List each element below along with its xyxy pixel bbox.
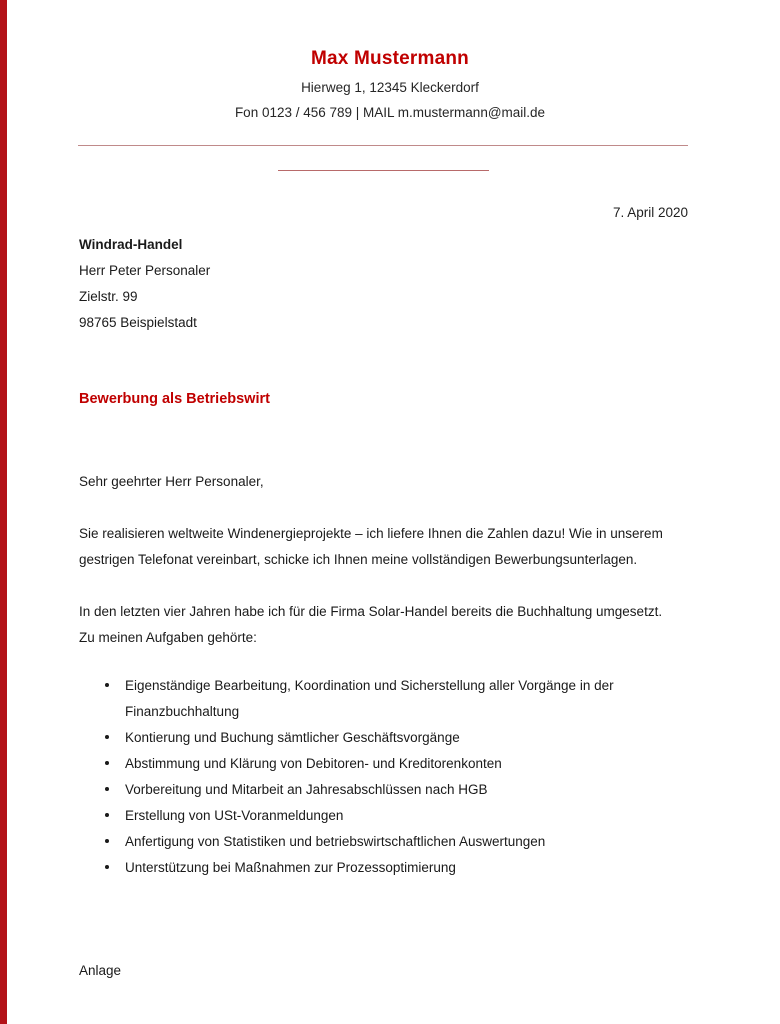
- list-item: [79, 725, 679, 751]
- recipient-street: Zielstr. 99: [79, 289, 138, 304]
- recipient-city: 98765 Beispielstadt: [79, 315, 197, 330]
- list-item-text: Abstimmung und Klärung von Debitoren- und Kreditorenkonten: [125, 756, 502, 771]
- bullet-dot-icon: [105, 761, 109, 765]
- list-item: [79, 803, 679, 829]
- list-item: [79, 777, 679, 803]
- attachment-note: Anlage: [79, 963, 122, 978]
- list-item-text: Unterstützung bei Maßnahmen zur Prozessoptimierung: [125, 860, 456, 875]
- salutation: Sehr geehrter Herr Personaler,: [79, 474, 264, 489]
- list-item-text: Erstellung von USt-Voranmeldungen: [125, 808, 344, 823]
- divider-rule-long: [78, 145, 688, 146]
- divider-rule-short: [278, 170, 489, 171]
- list-item-text: Anfertigung von Statistiken und betriebswirtschaftlichen Auswertungen: [125, 834, 546, 849]
- recipient-person: Herr Peter Personaler: [79, 263, 211, 278]
- list-item-text: Eigenständige Bearbeitung, Koordination und Sicherstellung aller Vorgänge in der Finanzbuchhaltung: [125, 678, 614, 719]
- list-item-text: Kontierung und Buchung sämtlicher Geschäftsvorgänge: [125, 730, 460, 745]
- subject-line: Bewerbung als Betriebswirt: [79, 391, 270, 407]
- recipient-address-block: [79, 232, 499, 336]
- bullet-dot-icon: [105, 839, 109, 843]
- sender-contact: Fon 0123 / 456 789 | MAIL m.mustermann@mail.de: [234, 104, 546, 120]
- list-item: [79, 829, 679, 855]
- list-item: [79, 751, 679, 777]
- body-paragraph-2: In den letzten vier Jahren habe ich für die Firma Solar-Handel bereits die Buchhaltung umgesetzt. Zu meinen Aufgaben gehörte:: [79, 604, 663, 645]
- bullet-dot-icon: [105, 787, 109, 791]
- duties-list: [79, 673, 679, 881]
- bullet-dot-icon: [105, 735, 109, 739]
- sender-address: Hierweg 1, 12345 Kleckerdorf: [301, 79, 479, 95]
- recipient-company: Windrad-Handel: [79, 237, 183, 252]
- letterhead: [0, 0, 780, 122]
- bullet-dot-icon: [105, 813, 109, 817]
- bullet-dot-icon: [105, 683, 109, 687]
- bullet-dot-icon: [105, 865, 109, 869]
- letter-date: 7. April 2020: [612, 205, 688, 220]
- letter-body: [79, 469, 679, 881]
- list-item-text: Vorbereitung und Mitarbeit an Jahresabschlüssen nach HGB: [125, 782, 488, 797]
- list-item: [79, 673, 679, 725]
- sender-name: Max Mustermann: [310, 48, 469, 69]
- body-paragraph-1: Sie realisieren weltweite Windenergieprojekte – ich liefere Ihnen die Zahlen dazu! Wie in unserem gestrigen Telefonat vereinbart, schicke ich Ihnen meine vollständigen Bewerbungsunterlagen.: [79, 526, 663, 567]
- list-item: [79, 855, 679, 881]
